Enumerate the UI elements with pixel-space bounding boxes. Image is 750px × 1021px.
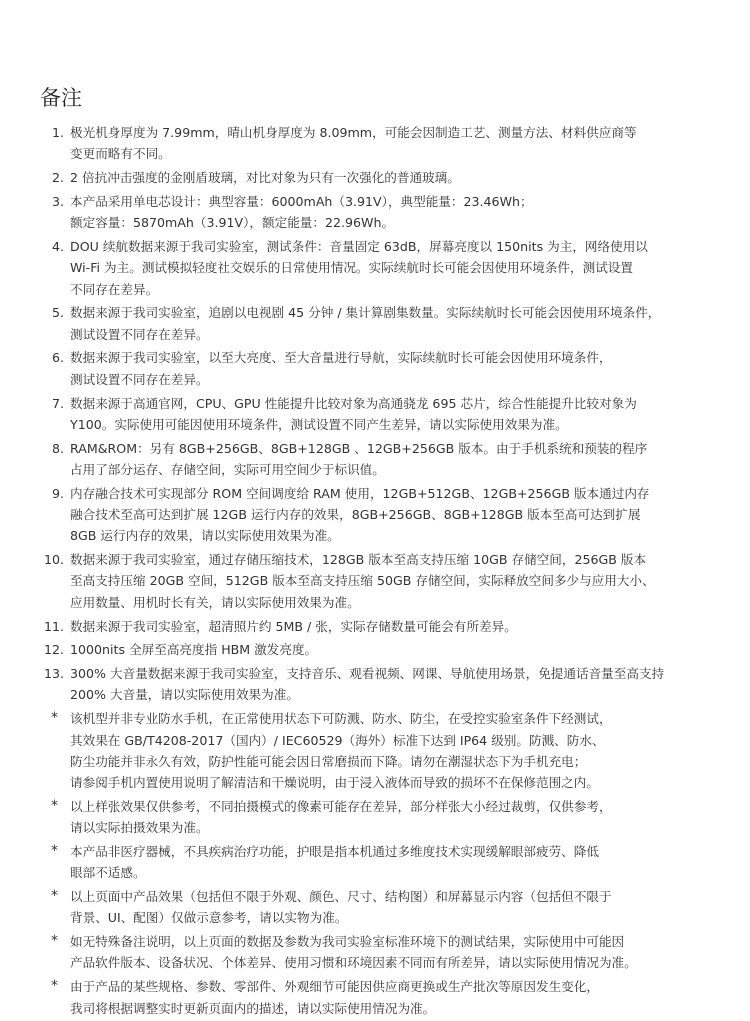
note-line: 内存融合技术可实现部分 ROM 空间调度给 RAM 使用，12GB+512GB、12GB+256GB 版本通过内存 — [70, 485, 650, 501]
numbered-note — [0, 191, 750, 234]
note-line: 如无特殊备注说明，以上页面的数据及参数为我司实验室标准环境下的测试结果，实际使用中可能因 — [70, 934, 625, 950]
note-line: 以上页面中产品效果（包括但不限于外观、颜色、尺寸、结构图）和屏幕显示内容（包括但不限于 — [70, 889, 612, 905]
note-marker: * — [51, 888, 58, 905]
note-line: DOU 续航数据来源于我司实验室，测试条件：音量固定 63dB，屏幕亮度以 150nits 为主，网络使用以 — [70, 238, 648, 254]
footnote-item — [0, 841, 750, 884]
note-line: 数据来源于我司实验室，超清照片约 5MB / 张，实际存储数量可能会有所差异。 — [70, 618, 517, 634]
note-text — [70, 639, 750, 660]
note-marker: 13. — [43, 666, 64, 682]
note-text — [70, 931, 750, 974]
note-marker: 2. — [51, 170, 64, 186]
note-marker: 3. — [51, 193, 64, 209]
note-line: Wi-Fi 为主。测试模拟轻度社交娱乐的日常使用情况。实际续航时长可能会因使用环境条件，测试设置 — [70, 260, 633, 276]
numbered-note — [0, 393, 750, 436]
note-line: 额定容量：5870mAh（3.91V），额定能量：22.96Wh。 — [70, 215, 395, 231]
note-text — [70, 122, 750, 165]
note-marker: * — [51, 797, 58, 814]
note-line: 由于产品的某些规格、参数、零部件、外观细节可能因供应商更换或生产批次等原因发生变化， — [70, 979, 599, 995]
numbered-note — [0, 549, 750, 613]
note-line: 其效果在 GB/T4208-2017（国内）/ IEC60529（海外）标准下达到 IP64 级别。防溅、防水、 — [70, 732, 605, 748]
note-line: 请参阅手机内置使用说明了解清洁和干燥说明，由于浸入液体而导致的损坏不在保修范围之内。 — [70, 775, 599, 791]
note-line: 以上样张效果仅供参考，不同拍摄模式的像素可能存在差异，部分样张大小经过裁剪，仅供参考， — [70, 798, 612, 814]
note-line: 300% 大音量数据来源于我司实验室，支持音乐、观看视频、网课、导航使用场景，免提通话音量至高支持 — [70, 666, 665, 682]
numbered-note — [0, 347, 750, 390]
note-marker: * — [51, 710, 58, 727]
note-marker: 8. — [51, 440, 64, 456]
footnote-item — [0, 886, 750, 929]
note-line: 本产品非医疗器械，不具疾病治疗功能，护眼是指本机通过多维度技术实现缓解眼部疲劳、降低 — [70, 844, 599, 859]
footnote-item — [0, 796, 750, 839]
note-line: 测试设置不同存在差异。 — [70, 326, 209, 342]
note-line: 防尘功能并非永久有效，防护性能可能会因日常磨损而下降。请勿在潮湿状态下为手机充电； — [70, 753, 587, 769]
numbered-note — [0, 639, 750, 660]
note-marker: 11. — [43, 618, 64, 634]
numbered-note — [0, 438, 750, 481]
note-text — [70, 663, 750, 706]
note-line: 应用数量、用机时长有关，请以实际使用效果为准。 — [70, 594, 360, 610]
notes-list — [0, 122, 750, 1021]
note-marker: * — [51, 933, 58, 950]
note-line: 1000nits 全屏至高亮度指 HBM 激发亮度。 — [70, 642, 318, 658]
note-text — [70, 438, 750, 481]
note-line: 本产品采用单电芯设计：典型容量：6000mAh（3.91V），典型能量：23.46Wh； — [70, 193, 533, 209]
note-line: 极光机身厚度为 7.99mm，晴山机身厚度为 8.09mm，可能会因制造工艺、测量方法、材料供应商等 — [70, 125, 637, 140]
note-text — [70, 236, 750, 300]
note-line: 200% 大音量，请以实际使用效果为准。 — [70, 687, 299, 703]
note-line: 我司将根据调整实时更新页面内的描述，请以实际使用情况为准。 — [70, 1000, 436, 1016]
note-line: RAM&ROM：另有 8GB+256GB、8GB+128GB 、12GB+256GB 版本。由于手机系统和预装的程序 — [70, 440, 648, 456]
note-line: 该机型并非专业防水手机，在正常使用状态下可防溅、防水、防尘，在受控实验室条件下经测试， — [70, 711, 612, 727]
note-line: 请以实际拍摄效果为准。 — [70, 820, 209, 836]
note-line: 背景、UI、配图）仅做示意参考，请以实物为准。 — [70, 910, 348, 926]
note-marker: 5. — [51, 305, 64, 321]
note-text — [70, 976, 750, 1019]
note-text — [70, 886, 750, 929]
note-marker: 7. — [51, 395, 64, 411]
note-marker: * — [51, 843, 58, 859]
note-line: 测试设置不同存在差异。 — [70, 371, 209, 387]
note-text — [70, 796, 750, 839]
numbered-note — [0, 483, 750, 547]
numbered-note — [0, 167, 750, 188]
note-line: 数据来源于高通官网，CPU、GPU 性能提升比较对象为高通骁龙 695 芯片，综合性能提升比较对象为 — [70, 395, 637, 411]
numbered-note — [0, 236, 750, 300]
numbered-note — [0, 616, 750, 637]
note-line: 数据来源于我司实验室，追剧以电视剧 45 分钟 / 集计算剧集数量。实际续航时长可能会因使用环境条件， — [70, 305, 661, 321]
note-text — [70, 347, 750, 390]
note-text — [70, 708, 750, 793]
note-line: 眼部不适感。 — [70, 865, 146, 881]
note-line: 占用了部分运存、存储空间，实际可用空间少于标识值。 — [70, 461, 385, 477]
note-marker: 4. — [51, 238, 64, 254]
numbered-note — [0, 122, 750, 165]
numbered-note — [0, 663, 750, 706]
note-line: 变更而略有不同。 — [70, 146, 171, 162]
note-text — [70, 393, 750, 436]
note-text — [70, 549, 750, 613]
note-line: 数据来源于我司实验室，通过存储压缩技术，128GB 版本至高支持压缩 10GB 存储空间，256GB 版本 — [70, 552, 647, 568]
footnote-item — [0, 931, 750, 974]
note-marker: 12. — [43, 642, 64, 658]
numbered-note — [0, 302, 750, 345]
note-marker: 6. — [51, 350, 64, 366]
note-line: 8GB 运行内存的效果，请以实际使用效果为准。 — [70, 528, 340, 544]
note-line: 2 倍抗冲击强度的金刚盾玻璃，对比对象为只有一次强化的普通玻璃。 — [70, 170, 460, 186]
note-text — [70, 167, 750, 188]
note-text — [70, 841, 750, 884]
note-marker: 1. — [51, 125, 64, 140]
footnote-item — [0, 976, 750, 1019]
note-line: 产品软件版本、设备状况、个体差异、使用习惯和环境因素不同而有所差异，请以实际使用情况为准。 — [70, 955, 637, 971]
note-text — [70, 191, 750, 234]
note-line: 融合技术至高可达到扩展 12GB 运行内存的效果，8GB+256GB、8GB+128GB 版本至高可达到扩展 — [70, 507, 641, 523]
note-text — [70, 302, 750, 345]
note-marker: 10. — [43, 552, 64, 568]
note-line: 不同存在差异。 — [70, 281, 159, 297]
note-text — [70, 483, 750, 547]
note-text — [70, 616, 750, 637]
note-marker: 9. — [51, 485, 64, 501]
page-title: 备注 — [40, 86, 82, 110]
note-line: 数据来源于我司实验室，以至大亮度、至大音量进行导航，实际续航时长可能会因使用环境条件， — [70, 350, 612, 366]
note-marker: * — [51, 978, 58, 995]
note-line: Y100。实际使用可能因使用环境条件，测试设置不同产生差异，请以实际使用效果为准。 — [70, 416, 568, 432]
note-line: 至高支持压缩 20GB 空间，512GB 版本至高支持压缩 50GB 存储空间，实际释放空间多少与应用大小、 — [70, 573, 655, 589]
footnote-item — [0, 708, 750, 793]
